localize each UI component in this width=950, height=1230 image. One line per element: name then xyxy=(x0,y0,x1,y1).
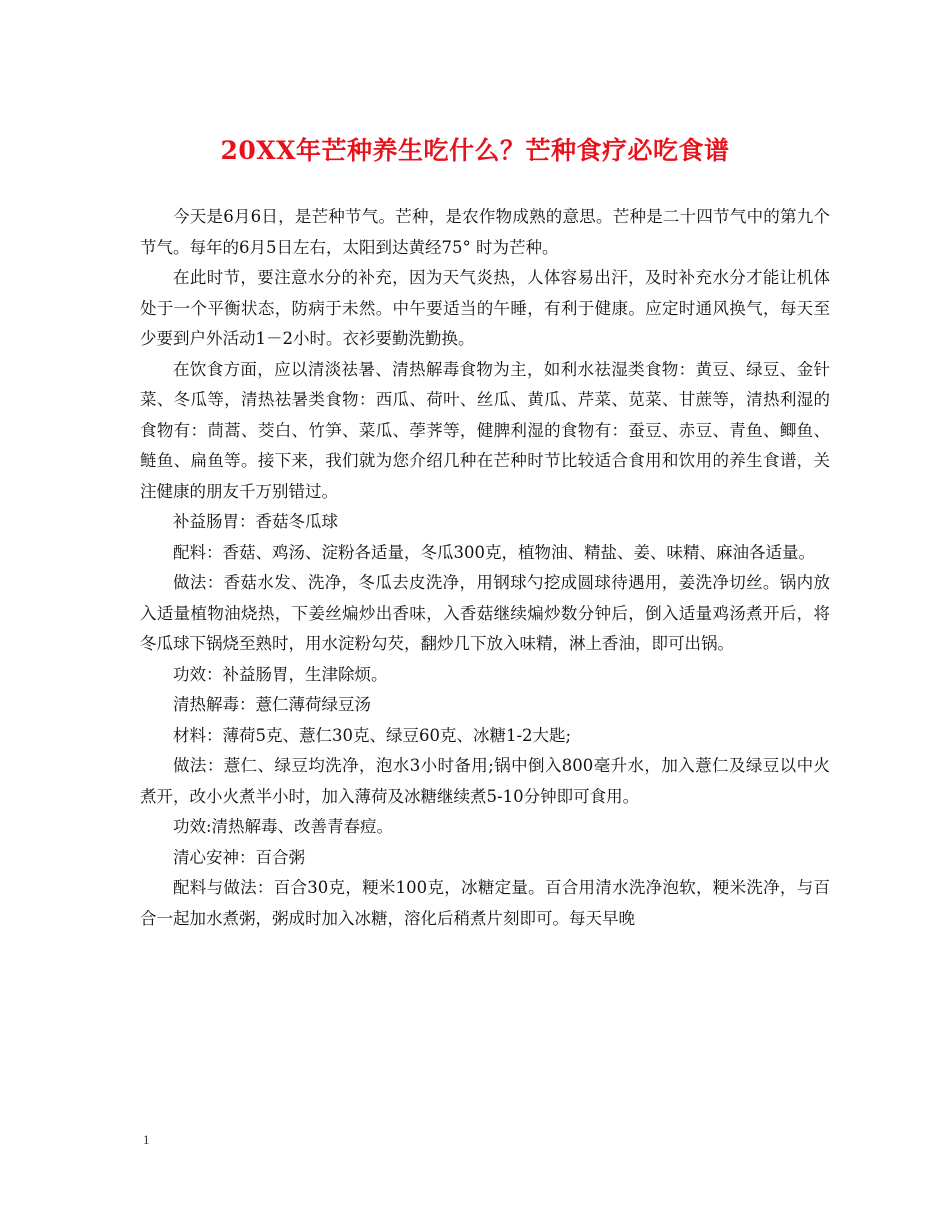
recipe-method-lily: 配料与做法：百合30克，粳米100克，冰糖定量。百合用清水洗净泡软，粳米洗净，与百合一起加水煮粥，粥成时加入冰糖，溶化后稍煮片刻即可。每天早晚 xyxy=(140,878,830,928)
recipe-effect-mushroom: 功效：补益肠胃，生津除烦。 xyxy=(173,664,388,684)
recipe-ingredients-mushroom: 配料：香菇、鸡汤、淀粉各适量，冬瓜300克，植物油、精盐、姜、味精、麻油各适量。 xyxy=(173,542,815,562)
recipe-effect-mungbean: 功效:清热解毒、改善青春痘。 xyxy=(173,817,394,836)
recipe-heading-mungbean: 清热解毒：薏仁薄荷绿豆汤 xyxy=(173,695,371,714)
recipe-ingredients-mungbean: 材料：薄荷5克、薏仁30克、绿豆60克、冰糖1-2大匙; xyxy=(173,725,572,745)
paragraph-advice: 在此时节，要注意水分的补充，因为天气炎热，人体容易出汗，及时补充水分才能让机体处于一个平衡状态，防病于未然。中午要适当的午睡，有利于健康。应定时通风换气，每天至少要到户外活动1－2小时。衣衫要勤洗勤换。 xyxy=(140,268,830,348)
document-title: 20XX年芒种养生吃什么？芒种食疗必吃食谱 xyxy=(220,136,730,165)
page-number: 1 xyxy=(143,1132,150,1147)
recipe-heading-mushroom: 补益肠胃：香菇冬瓜球 xyxy=(173,512,338,531)
recipe-heading-lily: 清心安神：百合粥 xyxy=(173,847,305,867)
paragraph-diet: 在饮食方面，应以清淡祛暑、清热解毒食物为主，如利水祛湿类食物：黄豆、绿豆、金针菜、冬瓜等，清热祛暑类食物：西瓜、荷叶、丝瓜、黄瓜、芹菜、苋菜、甘蔗等，清热利湿的食物有：茼蒿、茭白、竹笋、菜瓜、荸荠等，健脾利湿的食物有：蚕豆、赤豆、青鱼、鲫鱼、鲢鱼、扁鱼等。接下来，我们就为您介绍几种在芒种时节比较适合食用和饮用的养生食谱，关注健康的朋友千万别错过。 xyxy=(140,359,830,501)
document-body xyxy=(140,202,830,934)
recipe-method-mushroom: 做法：香菇水发、洗净，冬瓜去皮洗净，用钢球勺挖成圆球待遇用，姜洗净切丝。锅内放入适量植物油烧热，下姜丝煸炒出香味，入香菇继续煸炒数分钟后，倒入适量鸡汤煮开后，将冬瓜球下锅烧至熟时，用水淀粉勾芡，翻炒几下放入味精，淋上香油，即可出锅。 xyxy=(140,573,830,653)
paragraph-intro: 今天是6月6日，是芒种节气。芒种，是农作物成熟的意思。芒种是二十四节气中的第九个节气。每年的6月5日左右，太阳到达黄经75° 时为芒种。 xyxy=(140,207,830,257)
recipe-method-mungbean: 做法：薏仁、绿豆均洗净，泡水3小时备用;锅中倒入800毫升水，加入薏仁及绿豆以中火煮开，改小火煮半小时，加入薄荷及冰糖继续煮5-10分钟即可食用。 xyxy=(140,756,830,806)
